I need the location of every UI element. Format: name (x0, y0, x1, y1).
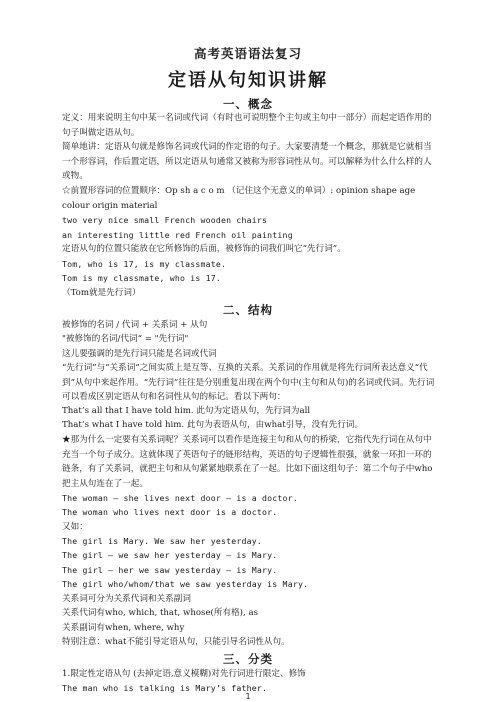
paragraph-adjective-order: ☆前置形容词的位置顺序：Op sh a c o m （记住这个无意义的单词）: opinion shape age colour origin material (62, 186, 416, 211)
paragraph-relative-words: ★那为什么一定要有关系词呢？关系词可以看作是连接主句和从句的桥梁，它指代先行词在从句中充当一个句子成分。这就体现了英语句子的链形结构，英语的句子逻辑性很强，就象一环扣一环的链条，有了关系词，就把主句和从句紧紧地联系在了一起。比如下面这组句子：第二个句子中who把主从句连在了一起。 (62, 435, 433, 489)
example-line: The girl is Mary. We saw her yesterday. (62, 536, 263, 546)
example-line: The girl – we saw her yesterday – is Mary. (62, 550, 278, 560)
text-line: 又如： (62, 522, 88, 532)
example-line: Tom is my classmate, who is 17. (62, 273, 222, 283)
document-subtitle: 定语从句知识讲解 (168, 70, 328, 91)
text-line: 这儿要强调的是先行词只能是名词或代词 (62, 349, 217, 359)
page-number: 1 (245, 692, 251, 701)
text-line: （Tom就是先行词） (62, 288, 141, 298)
example-line: The girl – her we saw yesterday – is Mary. (62, 565, 278, 575)
section-heading-classification: 三、分类 (223, 652, 273, 666)
example-line: The man who is talking is Mary’s father. (62, 683, 268, 693)
example-line: Tom, who is 17, is my classmate. (62, 259, 227, 269)
paragraph-definition: 定义：用来说明主句中某一名词或代词（有时也可说明整个主句或主句中一部分）而起定语作用的句子叫做定语从句。 (62, 113, 432, 138)
example-line: The woman who lives next door is a doctor. (62, 507, 278, 517)
text-line: That’s all that I have told him. 此句为定语从句，先行词为all (62, 406, 311, 416)
paragraph-simple: 简单地讲：定语从句就是修饰名词或代词的作定语的句子。大家要清楚一个概念，那就是它就相当一个形容词，作后置定语，所以定语从句通常又被称为形容词性从句。可以解释为什么什么样的人或物。 (62, 142, 432, 181)
document-title: 高考英语语法复习 (193, 46, 302, 61)
text-line: "被修饰的名词/代词“ = "先行词" (62, 334, 189, 344)
paragraph-antecedent: “先行词”与“关系词”之间实质上是互等、互换的关系。关系词的作用就是将先行词所表达意义“代到”从句中来起作用。“先行词”往往是分别重复出现在两个句中(主句和从句)的名词或代词。先行词可以看成区别定语从句和名词性从句的标记。看以下两句： (62, 363, 435, 402)
text-line: 关系词可分为关系代词和关系副词 (62, 594, 191, 604)
example-line: The woman – she lives next door – is a doctor. (62, 493, 298, 503)
section-heading-structure: 二、结构 (223, 303, 273, 317)
example-line: an interesting little red French oil painting (62, 230, 293, 240)
example-line: The girl who/whom/that we saw yesterday is Mary. (62, 579, 309, 589)
text-line: 关系副词有when, where, why (62, 623, 185, 633)
text-line: 被修饰的名词 / 代词 + 关系词 + 从句 (62, 320, 208, 330)
example-line: two very nice small French wooden chairs (62, 215, 268, 225)
text-line: 特别注意：what不能引导定语从句，只能引导名词性从句。 (62, 637, 290, 647)
text-line: 定语从句的位置只能放在它所修饰的后面，被修饰的词我们叫它“先行词”。 (62, 244, 346, 254)
section-heading-concept: 一、概念 (223, 97, 273, 111)
text-line: 1.限定性定语从句 (去掉定语,意义模糊)对先行词进行限定、修饰 (62, 669, 306, 679)
text-line: That’s what I have told him. 此句为表语从句，由what引导，没有先行词。 (62, 420, 364, 430)
text-line: 关系代词有who, which, that, whose(所有格), as (62, 608, 259, 618)
